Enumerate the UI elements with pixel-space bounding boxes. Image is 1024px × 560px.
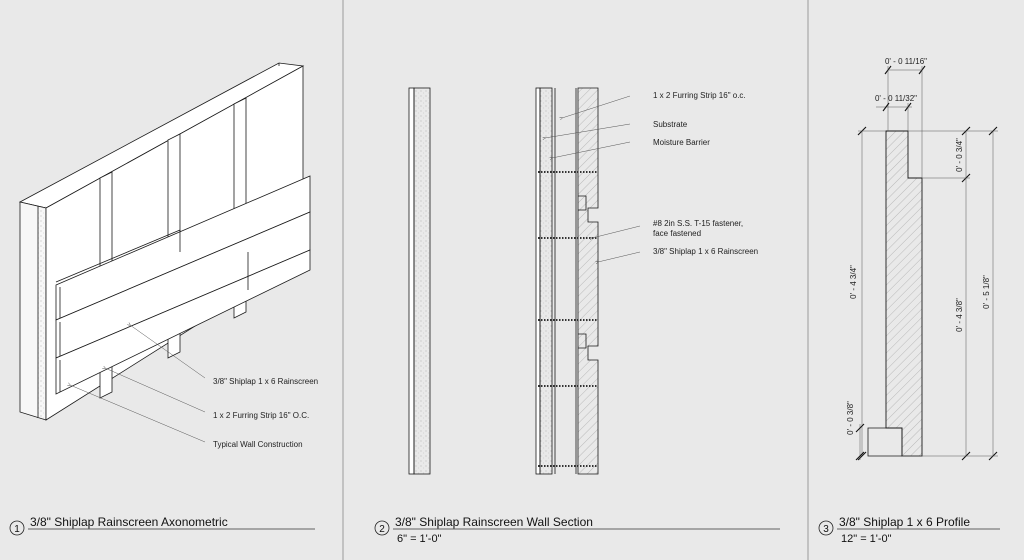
callout-wall-axon: Typical Wall Construction xyxy=(213,440,303,449)
panel-2-scale: 6" = 1'-0" xyxy=(397,533,442,545)
callout-furring-axon: 1 x 2 Furring Strip 16" O.C. xyxy=(213,411,310,420)
dim-lap-height: 0' - 0 3/4" xyxy=(955,138,964,172)
dim-left-height: 0' - 4 3/4" xyxy=(849,265,858,299)
callout-substrate: Substrate xyxy=(653,120,688,129)
callout-shiplap-axon: 3/8" Shiplap 1 x 6 Rainscreen xyxy=(213,377,319,386)
callout-shiplap-section: 3/8" Shiplap 1 x 6 Rainscreen xyxy=(653,247,759,256)
dim-face-height: 0' - 4 3/8" xyxy=(955,298,964,332)
panel-2-title: 3/8" Shiplap Rainscreen Wall Section xyxy=(395,515,593,529)
panel-1-number: 1 xyxy=(14,524,20,535)
panel-3-title: 3/8" Shiplap 1 x 6 Profile xyxy=(839,515,971,529)
callout-furring-section: 1 x 2 Furring Strip 16" o.c. xyxy=(653,91,746,100)
dim-bottom-lip: 0' - 0 3/8" xyxy=(846,401,855,435)
callout-fastener-line2: face fastened xyxy=(653,229,702,238)
panel-3-scale: 12" = 1'-0" xyxy=(841,533,892,545)
wall-section-drawing xyxy=(409,88,640,474)
callout-fastener-line1: #8 2in S.S. T-15 fastener, xyxy=(653,219,744,228)
panel-2-number: 2 xyxy=(379,524,385,535)
panel-1-title: 3/8" Shiplap Rainscreen Axonometric xyxy=(30,515,228,529)
dim-overall-height: 0' - 5 1/8" xyxy=(982,275,991,309)
panel-3-number: 3 xyxy=(823,524,829,535)
profile-drawing xyxy=(856,66,998,460)
callout-moisture-barrier: Moisture Barrier xyxy=(653,138,710,147)
dim-top-width: 0' - 0 11/16" xyxy=(884,57,928,66)
dim-top-offset: 0' - 0 11/32" xyxy=(874,94,918,103)
